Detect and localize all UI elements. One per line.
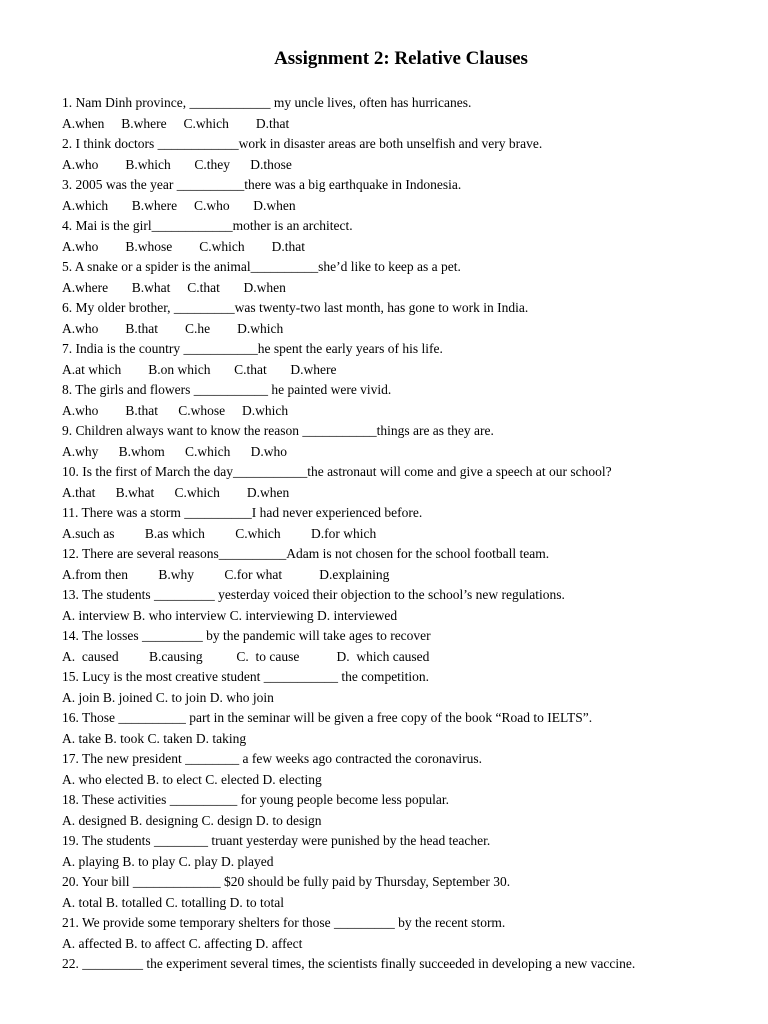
answer-options: A. caused B.causing C. to cause D. which caused (62, 648, 430, 664)
question-text: 3. 2005 was the year __________there was a big earthquake in Indonesia. (62, 177, 462, 192)
answer-options: A. playing B. to play C. play D. played (62, 853, 274, 869)
question-text: 21. We provide some temporary shelters for those _________ by the recent storm. (62, 915, 506, 930)
question-text: 14. The losses _________ by the pandemic will take ages to recover (62, 628, 431, 643)
answer-options: A.at which B.on which C.that D.where (62, 361, 337, 377)
question-text: 16. Those __________ part in the seminar will be given a free copy of the book “Road to IELTS”. (62, 710, 593, 725)
answer-options: A. take B. took C. taken D. taking (62, 730, 247, 746)
question-list (62, 93, 762, 975)
page-title: Assignment 2: Relative Clauses (274, 48, 528, 69)
question-text: 4. Mai is the girl____________mother is an architect. (62, 218, 353, 233)
question-text: 9. Children always want to know the reason ___________things are as they are. (62, 423, 494, 438)
answer-options: A.who B.that C.whose D.which (62, 402, 289, 418)
answer-options: A.such as B.as which C.which D.for which (62, 525, 377, 541)
answer-options: A. join B. joined C. to join D. who join (62, 689, 274, 705)
question-text: 11. There was a storm __________I had never experienced before. (62, 505, 423, 520)
question-text: 10. Is the first of March the day___________the astronaut will come and give a speech at our school? (62, 464, 612, 479)
answer-options: A. designed B. designing C. design D. to design (62, 812, 322, 828)
question-text: 7. India is the country ___________he spent the early years of his life. (62, 341, 443, 356)
answer-options: A. who elected B. to elect C. elected D. electing (62, 771, 322, 787)
answer-options: A.why B.whom C.which D.who (62, 443, 287, 459)
question-text: 5. A snake or a spider is the animal__________she’d like to keep as a pet. (62, 259, 461, 274)
question-text: 12. There are several reasons__________Adam is not chosen for the school football team. (62, 546, 550, 561)
question-text: 22. _________ the experiment several times, the scientists finally succeeded in developing a new vaccine. (62, 956, 636, 971)
question-text: 18. These activities __________ for young people become less popular. (62, 792, 450, 807)
answer-options: A. interview B. who interview C. interviewing D. interviewed (62, 607, 398, 623)
question-text: 20. Your bill _____________ $20 should be fully paid by Thursday, September 30. (62, 874, 511, 889)
answer-options: A.when B.where C.which D.that (62, 115, 290, 131)
question-text: 19. The students ________ truant yesterday were punished by the head teacher. (62, 833, 491, 848)
question-text: 6. My older brother, _________was twenty-two last month, has gone to work in India. (62, 300, 529, 315)
answer-options: A. affected B. to affect C. affecting D. affect (62, 935, 303, 951)
answer-options: A.who B.whose C.which D.that (62, 238, 305, 254)
question-text: 13. The students _________ yesterday voiced their objection to the school’s new regulations. (62, 587, 565, 602)
answer-options: A.which B.where C.who D.when (62, 197, 296, 213)
question-text: 17. The new president ________ a few weeks ago contracted the coronavirus. (62, 751, 482, 766)
answer-options: A.where B.what C.that D.when (62, 279, 286, 295)
answer-options: A. total B. totalled C. totalling D. to total (62, 894, 284, 910)
answer-options: A.who B.that C.he D.which (62, 320, 284, 336)
question-text: 2. I think doctors ____________work in disaster areas are both unselfish and very brave. (62, 136, 543, 151)
question-text: 8. The girls and flowers ___________ he painted were vivid. (62, 382, 392, 397)
answer-options: A.who B.which C.they D.those (62, 156, 292, 172)
question-text: 15. Lucy is the most creative student ___________ the competition. (62, 669, 430, 684)
answer-options: A.that B.what C.which D.when (62, 484, 290, 500)
answer-options: A.from then B.why C.for what D.explaining (62, 566, 390, 582)
question-text: 1. Nam Dinh province, ____________ my uncle lives, often has hurricanes. (62, 95, 472, 110)
